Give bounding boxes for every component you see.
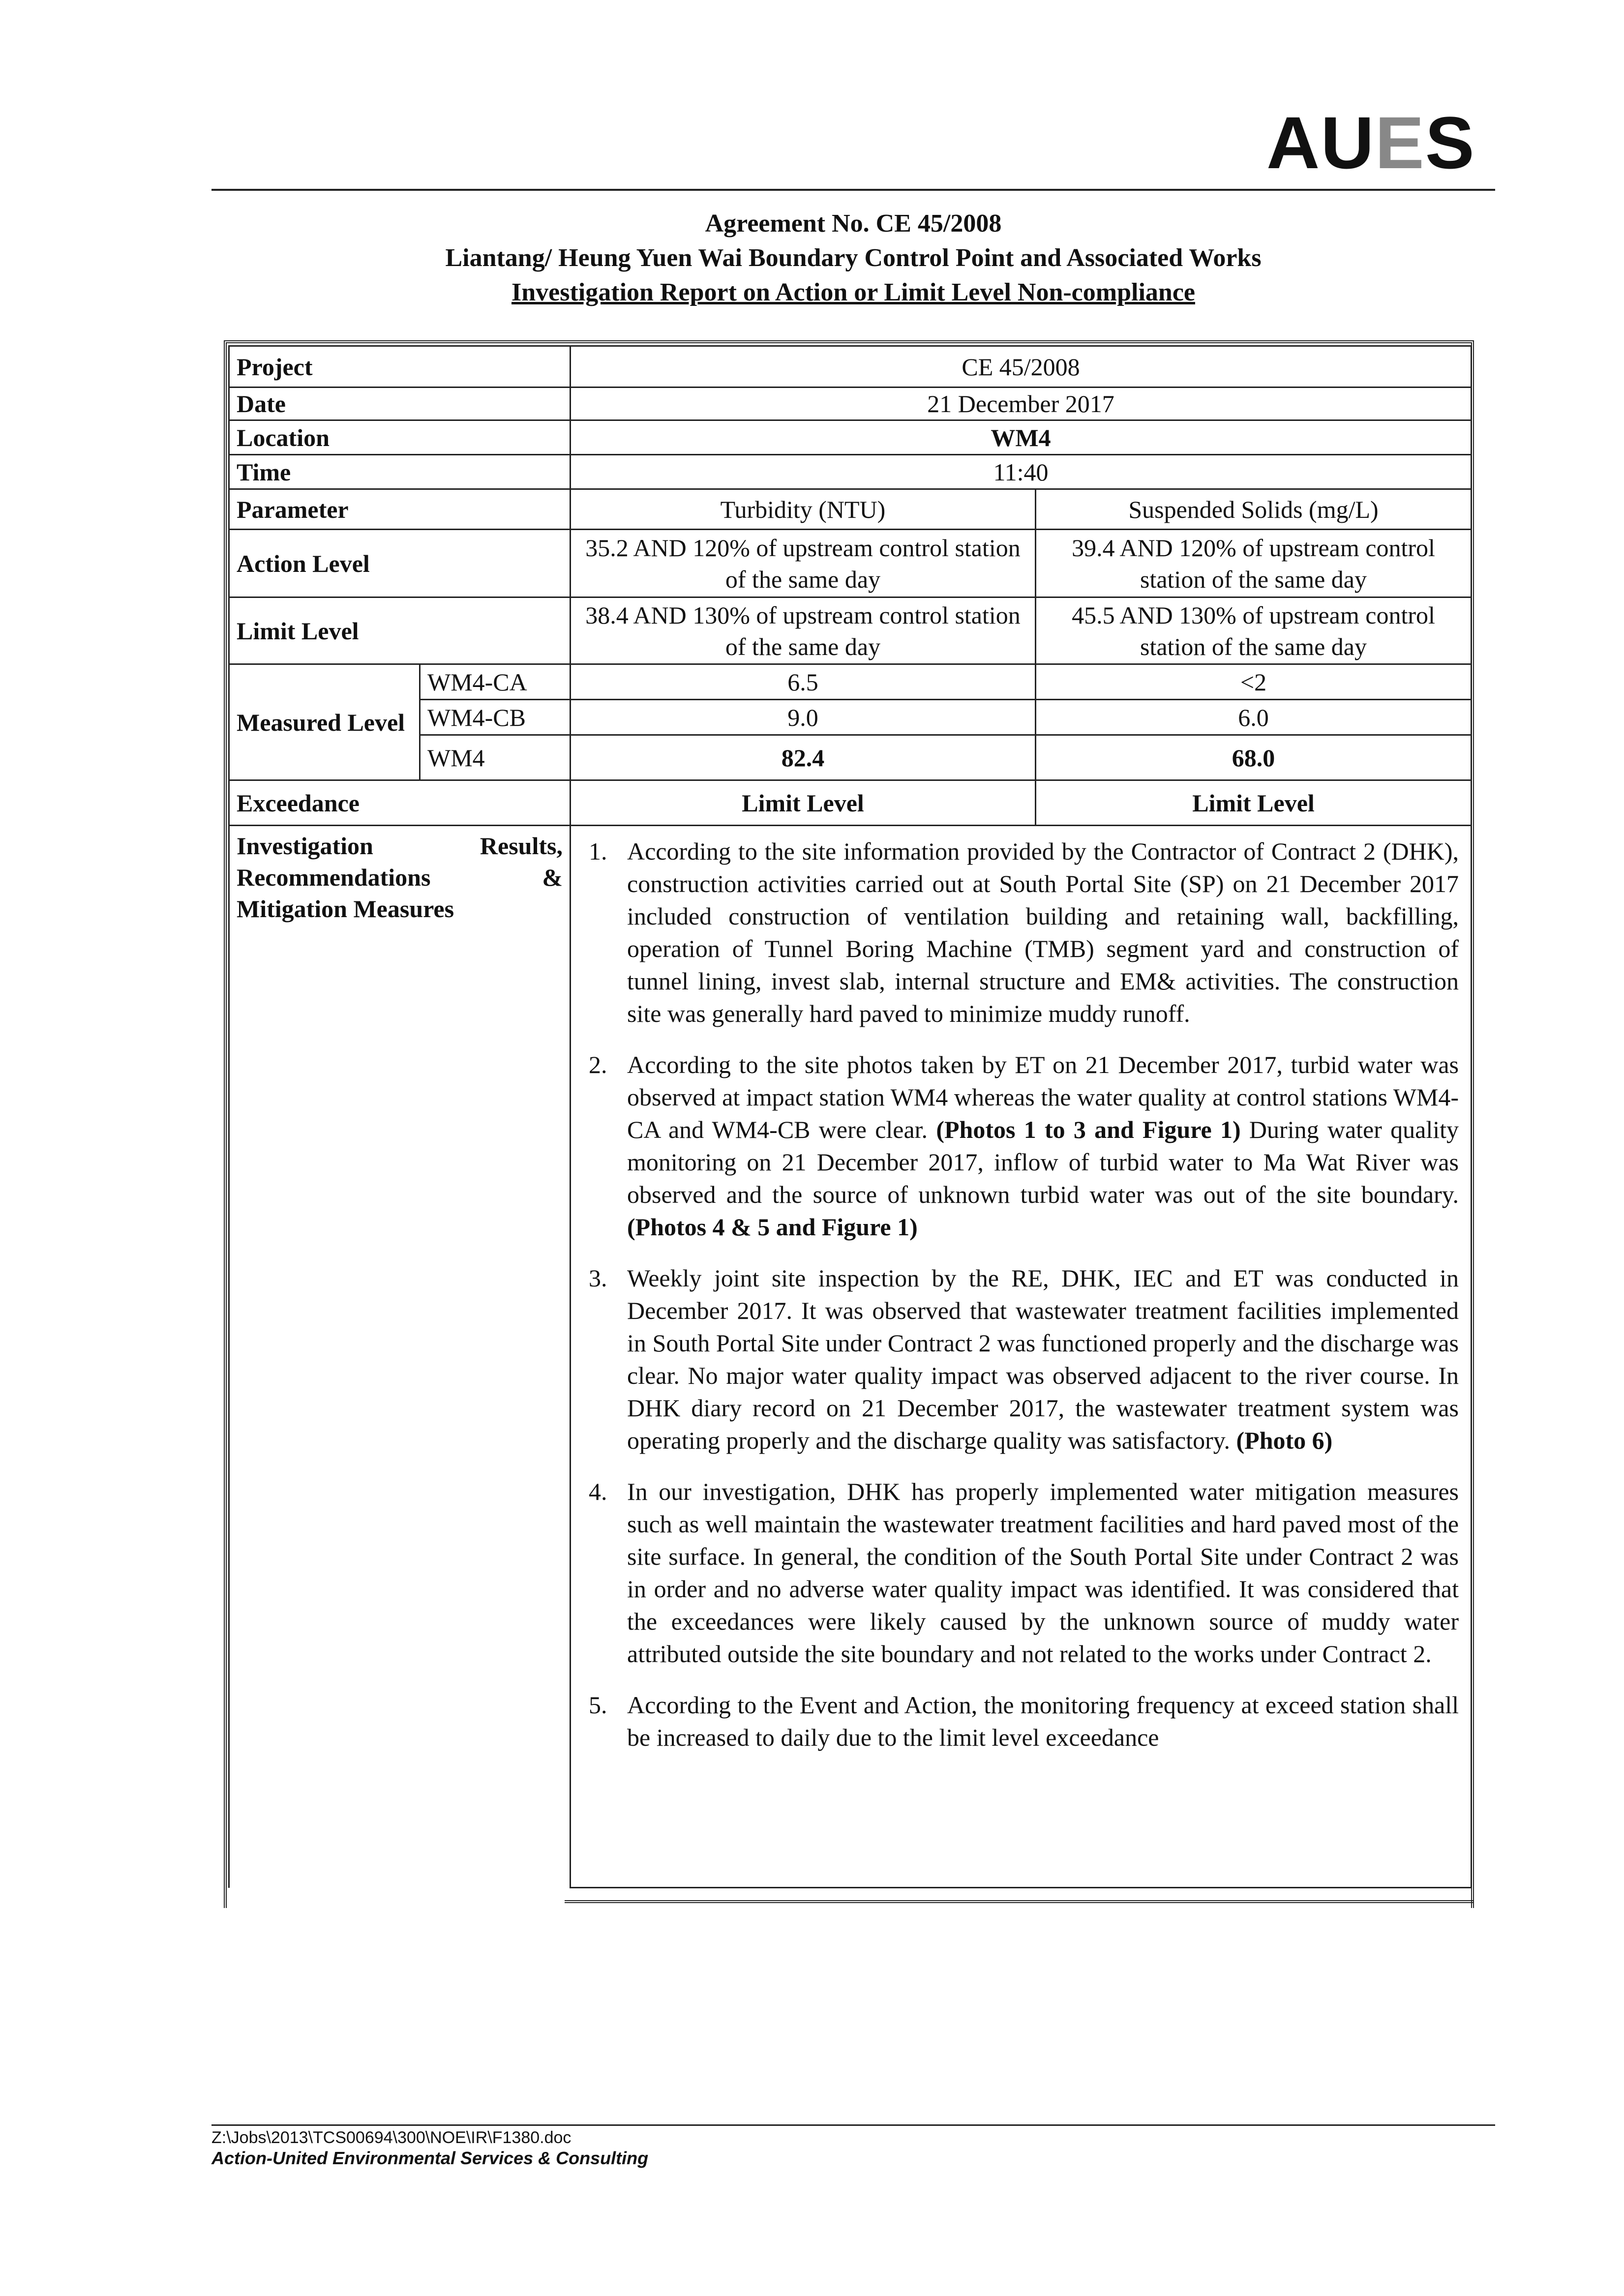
aues-logo: AUES <box>1266 101 1475 184</box>
parameter-label: Parameter <box>229 489 571 530</box>
location-label: Location <box>229 420 571 455</box>
time-value: 11:40 <box>571 455 1472 489</box>
time-row <box>229 455 1472 489</box>
investigation-label: Investigation Results, Recommendations & Mitigation Measures <box>229 826 571 1888</box>
action-level-row <box>229 530 1472 597</box>
list-item: 1. According to the site information provided by the Contractor of Contract 2 (DHK), construction activities carried out at South Portal Site (SP) on 21 December 2017 included construction of ventilation building and retaining wall, backfilling, operation of Tunnel Boring Machine (TMB) segment yard and construction of tunnel lining, invest slab, internal structure and EM& activities. The construction site was generally hard paved to minimize muddy runoff. <box>589 837 1459 1027</box>
measured-station: WM4-CA <box>420 664 571 700</box>
report-title: Investigation Report on Action or Limit Level Non-compliance <box>511 278 1195 306</box>
measured-row-ca <box>229 664 1472 700</box>
limit-level-suspended-solids: 45.5 AND 130% of upstream control station of the same day <box>1036 597 1472 664</box>
measured-suspended-solids: 6.0 <box>1036 700 1472 735</box>
parameter-suspended-solids: Suspended Solids (mg/L) <box>1036 489 1472 530</box>
measured-turbidity: 9.0 <box>571 700 1036 735</box>
date-value: 21 December 2017 <box>571 388 1472 420</box>
header-rule <box>211 189 1495 191</box>
file-path: Z:\Jobs\2013\TCS00694\300\NOE\IR\F1380.doc <box>211 2128 571 2147</box>
exceedance-turbidity: Limit Level <box>571 780 1036 826</box>
project-row <box>229 346 1472 388</box>
list-item: 4. In our investigation, DHK has properly implemented water mitigation measures such as well maintain the wastewater treatment facilities and hard paved most of the site surface. In general, the condition of the South Portal Site under Contract 2 was in order and no adverse water quality impact was identified. It was considered that the exceedances were likely caused by the unknown source of muddy water attributed outside the site boundary and not related to the works under Contract 2. <box>589 1478 1459 1668</box>
exceedance-suspended-solids: Limit Level <box>1036 780 1472 826</box>
exceedance-label: Exceedance <box>229 780 571 826</box>
measured-turbidity: 6.5 <box>571 664 1036 700</box>
action-level-label: Action Level <box>229 530 571 597</box>
limit-level-label: Limit Level <box>229 597 571 664</box>
company-name: Action-United Environmental Services & Consulting <box>211 2148 649 2168</box>
time-label: Time <box>229 455 571 489</box>
location-value: WM4 <box>571 420 1472 455</box>
limit-level-row <box>229 597 1472 664</box>
table-frame-bottom <box>565 1900 1474 1903</box>
measured-level-label: Measured Level <box>229 664 420 780</box>
measured-turbidity: 82.4 <box>571 735 1036 780</box>
parameter-turbidity: Turbidity (NTU) <box>571 489 1036 530</box>
findings-list <box>578 826 1464 1754</box>
action-level-turbidity: 35.2 AND 120% of upstream control station of the same day <box>571 530 1036 597</box>
measured-suspended-solids: 68.0 <box>1036 735 1472 780</box>
agreement-title: Agreement No. CE 45/2008 <box>705 209 1002 238</box>
project-value: CE 45/2008 <box>571 346 1472 388</box>
action-level-suspended-solids: 39.4 AND 120% of upstream control station of the same day <box>1036 530 1472 597</box>
list-item: 3. Weekly joint site inspection by the RE, DHK, IEC and ET was conducted in December 2017. It was observed that wastewater treatment facilities implemented in South Portal Site under Contract 2 was functioned properly and the discharge was clear. No major water quality impact was observed adjacent to the river course. In DHK diary record on 21 December 2017, the wastewater treatment system was operating properly and the discharge quality was satisfactory. (Photo 6) <box>589 1264 1459 1454</box>
date-row <box>229 388 1472 420</box>
location-row <box>229 420 1472 455</box>
list-item: 5. According to the Event and Action, the monitoring frequency at exceed station shall be increased to daily due to the limit level exceedance <box>589 1691 1459 1751</box>
investigation-content <box>571 826 1472 1888</box>
date-label: Date <box>229 388 571 420</box>
measured-suspended-solids: <2 <box>1036 664 1472 700</box>
investigation-row <box>229 826 1472 1888</box>
project-title: Liantang/ Heung Yuen Wai Boundary Control Point and Associated Works <box>445 244 1262 272</box>
project-label: Project <box>229 346 571 388</box>
measured-station: WM4 <box>420 735 571 780</box>
measured-station: WM4-CB <box>420 700 571 735</box>
exceedance-row <box>229 780 1472 826</box>
list-item: 2. According to the site photos taken by ET on 21 December 2017, turbid water was observed at impact station WM4 whereas the water quality at control stations WM4-CA and WM4-CB were clear. (Photos 1 to 3 and Figure 1) During water quality monitoring on 21 December 2017, inflow of turbid water to Ma Wat River was observed and the source of unknown turbid water was out of the site boundary. (Photos 4 & 5 and Figure 1) <box>589 1051 1459 1241</box>
limit-level-turbidity: 38.4 AND 130% of upstream control station of the same day <box>571 597 1036 664</box>
parameter-row <box>229 489 1472 530</box>
report-table <box>228 345 1472 1888</box>
footer-rule <box>211 2124 1495 2126</box>
document-titles <box>211 207 1495 310</box>
